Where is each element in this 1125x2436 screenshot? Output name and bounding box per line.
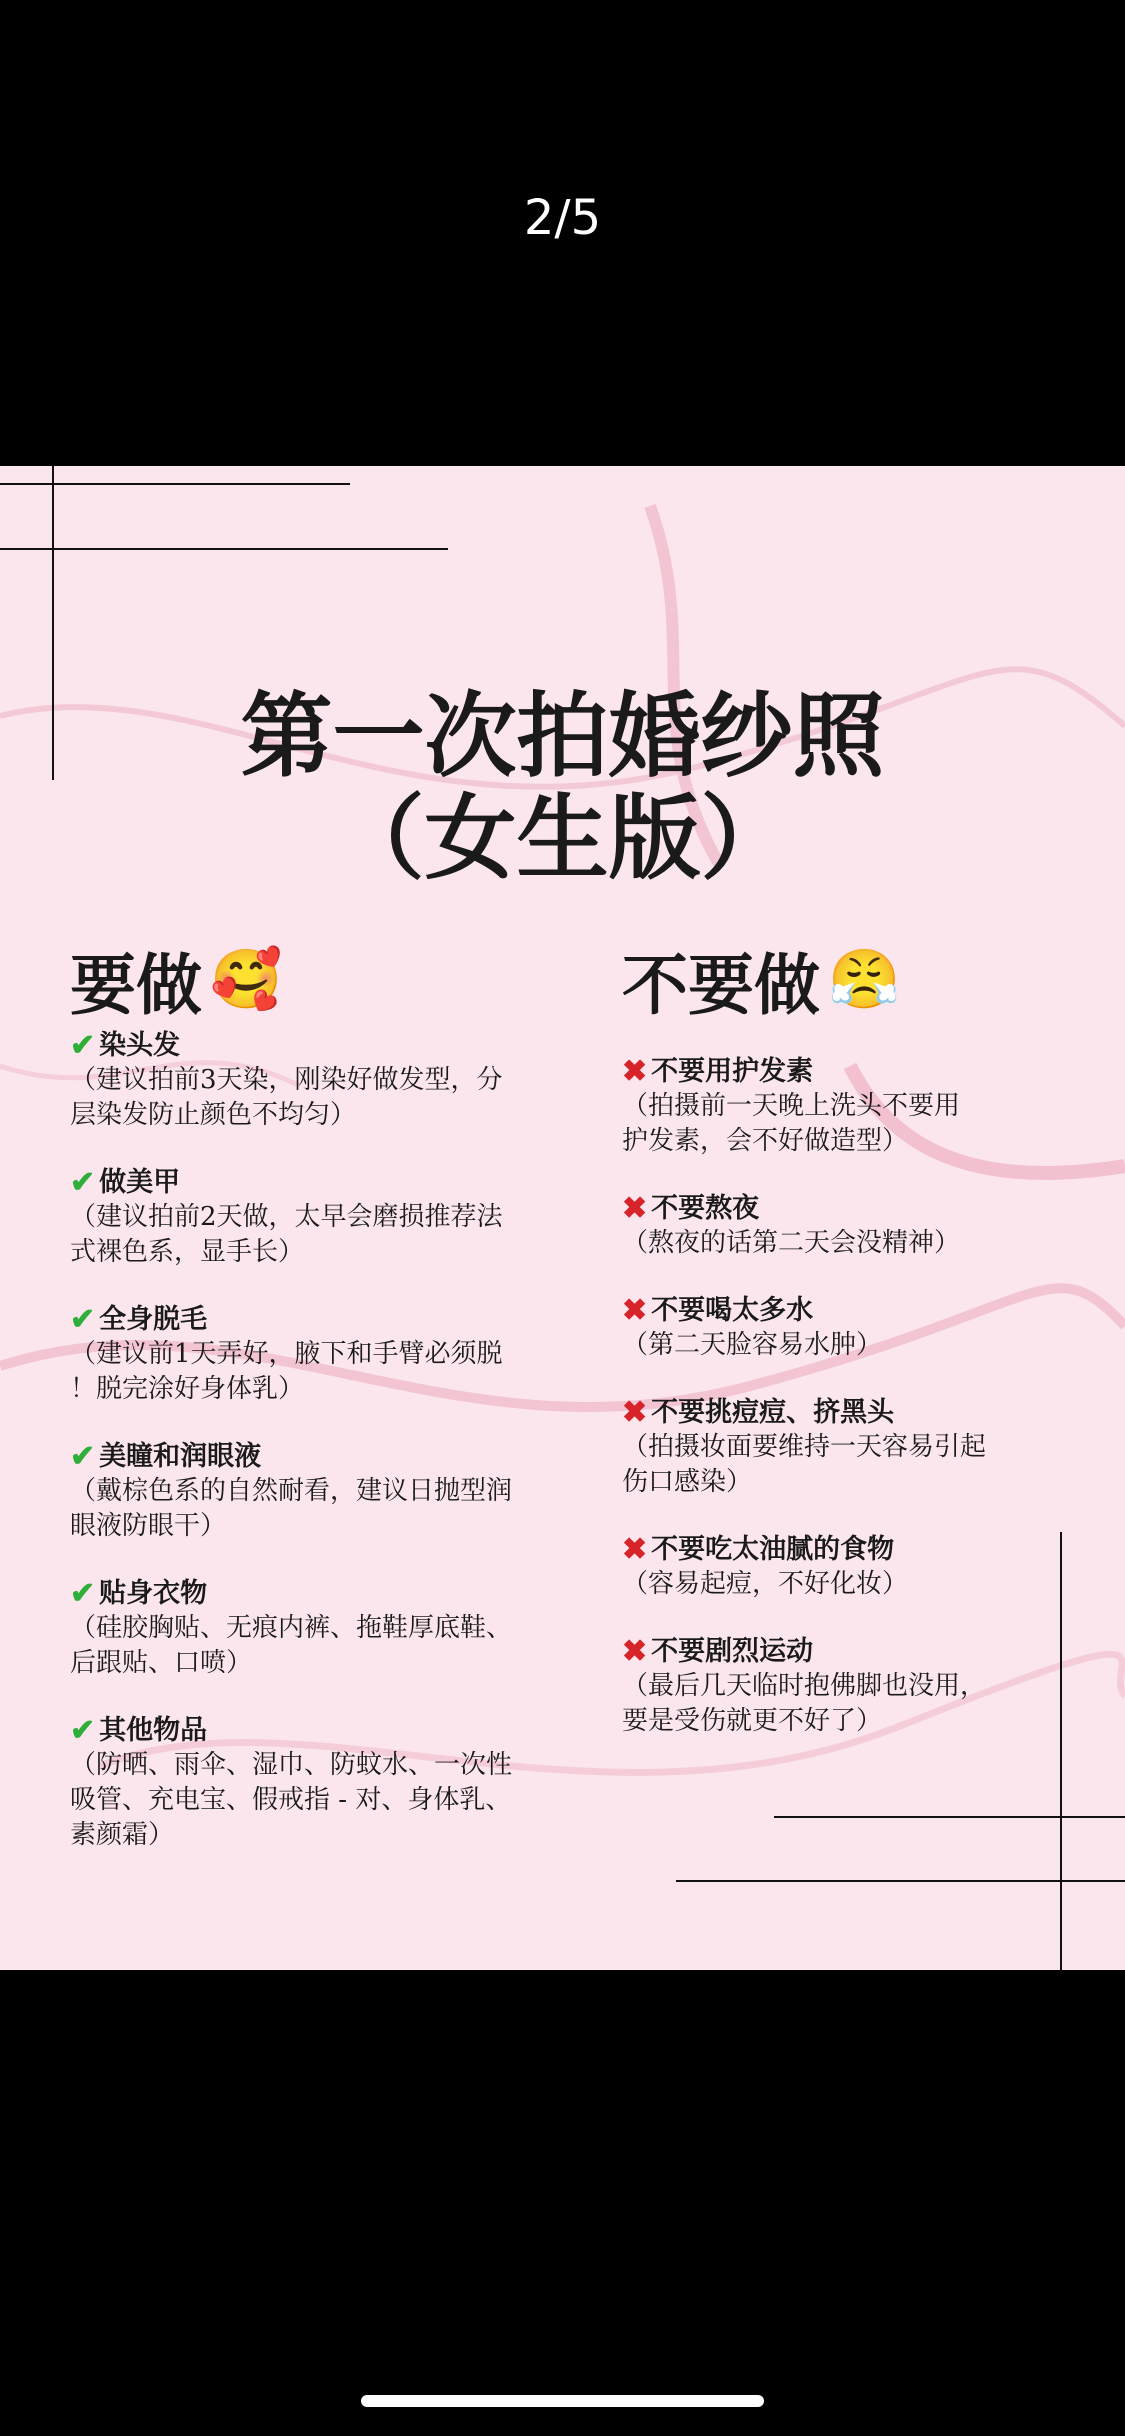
dont-column <box>622 934 1122 1739</box>
list-item <box>70 1439 570 1544</box>
item-label-row <box>622 1634 1122 1669</box>
item-description: （拍摄前一天晚上洗头不要用 护发素，会不好做造型） <box>622 1091 961 1156</box>
dont-heading-label: 不要做 <box>622 945 820 1024</box>
item-label: 美瞳和润眼液 <box>99 1441 262 1472</box>
home-indicator[interactable] <box>361 2395 764 2407</box>
item-label-row <box>622 1395 1122 1430</box>
list-item <box>622 1634 1122 1739</box>
item-description: （建议拍前3天染，刚染好做发型，分 层染发防止颜色不均匀） <box>70 1065 503 1130</box>
check-icon: ✔ <box>70 1028 96 1063</box>
item-label: 染头发 <box>99 1030 181 1061</box>
list-item <box>622 1191 1122 1261</box>
page-counter: 2/5 <box>523 190 602 246</box>
item-description: （最后几天临时抱佛脚也没用， 要是受伤就更不好了） <box>622 1671 987 1736</box>
item-label-row <box>622 1532 1122 1567</box>
item-label: 贴身衣物 <box>99 1578 208 1609</box>
cross-icon: ✖ <box>622 1054 648 1089</box>
list-item <box>70 1302 570 1407</box>
list-item <box>622 1532 1122 1602</box>
list-item <box>70 1028 570 1133</box>
cross-icon: ✖ <box>622 1634 648 1669</box>
item-description: （第二天脸容易水肿） <box>622 1330 883 1360</box>
item-label-row <box>70 1302 570 1337</box>
list-item <box>70 1576 570 1681</box>
check-icon: ✔ <box>70 1302 96 1337</box>
item-description: （建议前1天弄好，腋下和手臂必须脱 ！脱完涂好身体乳） <box>70 1339 503 1404</box>
smiling-hearts-emoji-icon: 🥰 <box>210 945 283 1013</box>
list-item <box>70 1713 570 1853</box>
item-label-row <box>70 1028 570 1063</box>
do-heading-label: 要做 <box>70 945 202 1024</box>
item-label-row <box>70 1713 570 1748</box>
list-item <box>622 1054 1122 1159</box>
item-label-row <box>70 1576 570 1611</box>
check-icon: ✔ <box>70 1165 96 1200</box>
item-description: （熬夜的话第二天会没精神） <box>622 1228 961 1258</box>
page-title: 第一次拍婚纱照 <box>240 682 885 790</box>
cross-icon: ✖ <box>622 1395 648 1430</box>
do-column <box>70 934 570 1853</box>
check-icon: ✔ <box>70 1576 96 1611</box>
item-description: （硅胶胸贴、无痕内裤、拖鞋厚底鞋、 后跟贴、口喷） <box>70 1613 513 1678</box>
angry-face-emoji-icon: 😤 <box>828 945 901 1013</box>
deco-line <box>0 548 448 550</box>
item-label-row <box>622 1054 1122 1089</box>
cross-icon: ✖ <box>622 1191 648 1226</box>
item-label-row <box>70 1439 570 1474</box>
do-heading <box>70 934 570 1024</box>
list-item <box>70 1165 570 1270</box>
item-description: （戴棕色系的自然耐看，建议日抛型润 眼液防眼干） <box>70 1476 513 1541</box>
deco-line <box>676 1880 1125 1882</box>
cross-icon: ✖ <box>622 1293 648 1328</box>
deco-line <box>774 1816 1125 1818</box>
page-subtitle: （女生版） <box>332 784 793 892</box>
item-description: （拍摄妆面要维持一天容易引起 伤口感染） <box>622 1432 987 1497</box>
item-label-row <box>622 1293 1122 1328</box>
item-label-row <box>70 1165 570 1200</box>
item-description: （防晒、雨伞、湿巾、防蚊水、一次性 吸管、充电宝、假戒指 - 对、身体乳、 素颜霜） <box>70 1750 513 1850</box>
item-label: 不要喝太多水 <box>651 1295 814 1326</box>
item-description: （容易起痘，不好化妆） <box>622 1569 909 1599</box>
item-label: 其他物品 <box>99 1715 208 1746</box>
dont-heading <box>622 934 1122 1024</box>
list-item <box>622 1293 1122 1363</box>
check-icon: ✔ <box>70 1713 96 1748</box>
item-label: 不要挑痘痘、挤黑头 <box>651 1397 895 1428</box>
item-label: 全身脱毛 <box>99 1304 208 1335</box>
item-label: 不要剧烈运动 <box>651 1636 814 1667</box>
item-label: 不要吃太油腻的食物 <box>651 1534 895 1565</box>
cross-icon: ✖ <box>622 1532 648 1567</box>
check-icon: ✔ <box>70 1439 96 1474</box>
content-card <box>0 466 1125 1970</box>
list-item <box>622 1395 1122 1500</box>
item-label: 不要用护发素 <box>651 1056 814 1087</box>
item-description: （建议拍前2天做，太早会磨损推荐法 式裸色系，显手长） <box>70 1202 503 1267</box>
item-label: 不要熬夜 <box>651 1193 760 1224</box>
item-label-row <box>622 1191 1122 1226</box>
item-label: 做美甲 <box>99 1167 181 1198</box>
